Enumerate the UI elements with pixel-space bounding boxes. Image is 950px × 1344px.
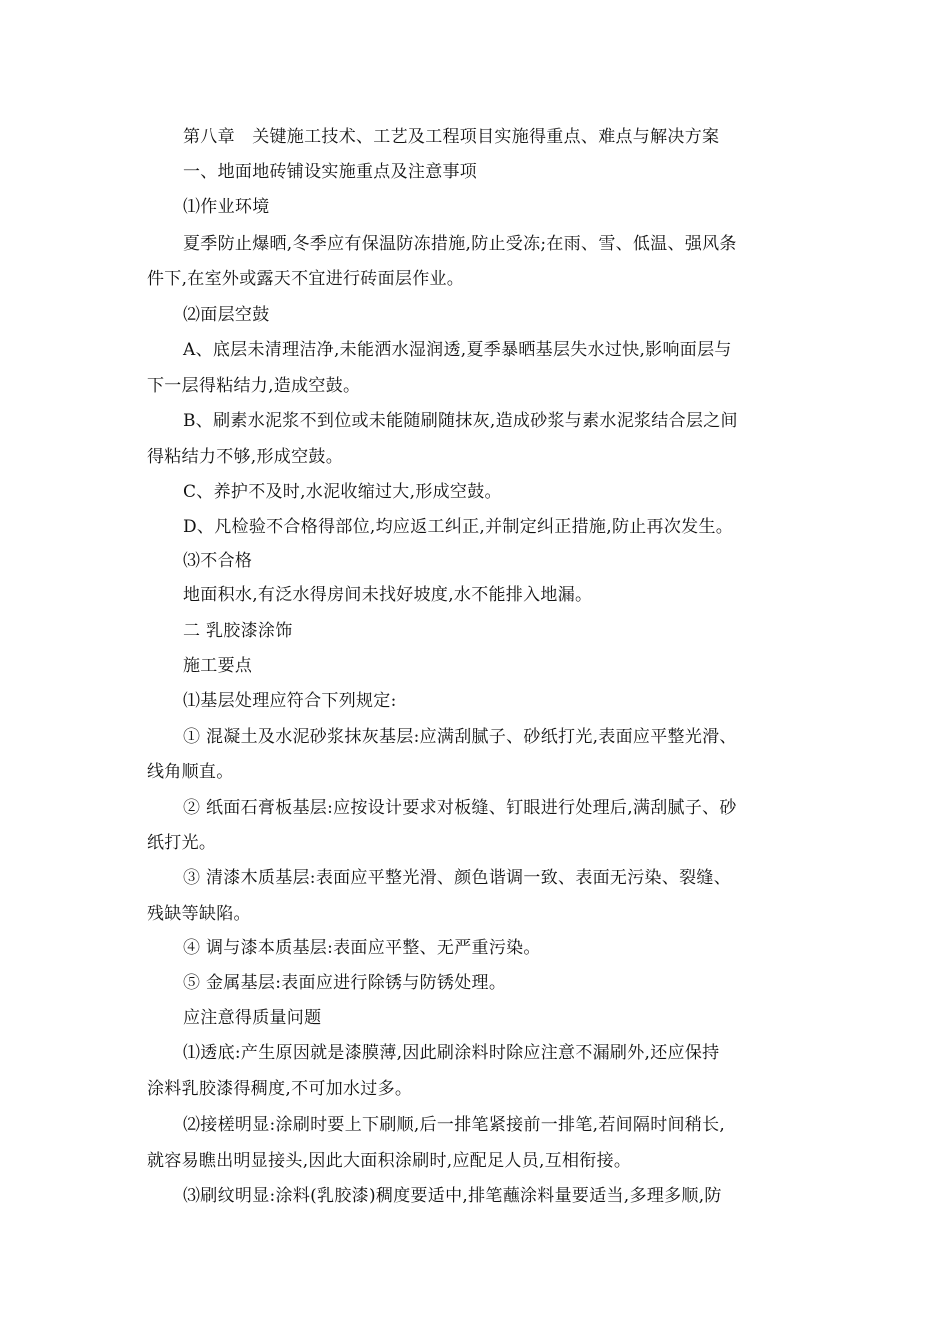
paragraph-line: 涂料乳胶漆得稠度,不可加水过多。 xyxy=(147,1079,413,1099)
paragraph-line: ② 纸面石膏板基层:应按设计要求对板缝、钉眼进行处理后,满刮腻子、砂 xyxy=(183,798,737,818)
section-heading: 一、地面地砖铺设实施重点及注意事项 xyxy=(183,162,478,182)
sub-heading: 施工要点 xyxy=(183,656,253,676)
paragraph-line: ⑶刷纹明显:涂料(乳胶漆)稠度要适中,排笔蘸涂料量要适当,多理多顺,防 xyxy=(183,1186,722,1206)
paragraph-line: 地面积水,有泛水得房间未找好坡度,水不能排入地漏。 xyxy=(183,585,593,605)
paragraph-line: A、底层未清理洁净,未能洒水湿润透,夏季暴晒基层失水过快,影响面层与 xyxy=(183,340,732,360)
paragraph-line: 夏季防止爆晒,冬季应有保温防冻措施,防止受冻;在雨、雪、低温、强风条 xyxy=(183,234,737,254)
sub-heading: 应注意得质量问题 xyxy=(183,1008,322,1028)
sub-heading: ⑵面层空鼓 xyxy=(183,305,270,325)
paragraph-line: C、养护不及时,水泥收缩过大,形成空鼓。 xyxy=(183,482,502,502)
paragraph-line: 线角顺直。 xyxy=(147,762,234,782)
chapter-title: 第八章 关键施工技术、工艺及工程项目实施得重点、难点与解决方案 xyxy=(183,127,720,147)
section-heading: 二 乳胶漆涂饰 xyxy=(183,621,293,641)
paragraph-line: ④ 调与漆本质基层:表面应平整、无严重污染。 xyxy=(183,938,541,958)
paragraph-line: 残缺等缺陷。 xyxy=(147,904,251,924)
paragraph-line: ③ 清漆木质基层:表面应平整光滑、颜色谐调一致、表面无污染、裂缝、 xyxy=(183,868,732,888)
paragraph-line: ① 混凝土及水泥砂浆抹灰基层:应满刮腻子、砂纸打光,表面应平整光滑、 xyxy=(183,727,737,747)
paragraph-line: 得粘结力不够,形成空鼓。 xyxy=(147,447,344,467)
paragraph-line: ⑵接槎明显:涂刷时要上下刷顺,后一排笔紧接前一排笔,若间隔时间稍长, xyxy=(183,1115,726,1135)
paragraph-line: 纸打光。 xyxy=(147,833,217,853)
paragraph-line: 下一层得粘结力,造成空鼓。 xyxy=(147,376,361,396)
paragraph-line: 就容易瞧出明显接头,因此大面积涂刷时,应配足人员,互相衔接。 xyxy=(147,1151,632,1171)
sub-heading: ⑴作业环境 xyxy=(183,197,270,217)
sub-heading: ⑶不合格 xyxy=(183,551,253,571)
paragraph-line: B、刷素水泥浆不到位或未能随刷随抹灰,造成砂浆与素水泥浆结合层之间 xyxy=(183,411,738,431)
paragraph-line: 件下,在室外或露天不宜进行砖面层作业。 xyxy=(147,269,465,289)
paragraph-line: ⑴透底:产生原因就是漆膜薄,因此刷涂料时除应注意不漏刷外,还应保持 xyxy=(183,1043,720,1063)
paragraph-line: ⑴基层处理应符合下列规定: xyxy=(183,691,397,711)
paragraph-line: D、凡检验不合格得部位,均应返工纠正,并制定纠正措施,防止再次发生。 xyxy=(183,517,734,537)
paragraph-line: ⑤ 金属基层:表面应进行除锈与防锈处理。 xyxy=(183,973,507,993)
